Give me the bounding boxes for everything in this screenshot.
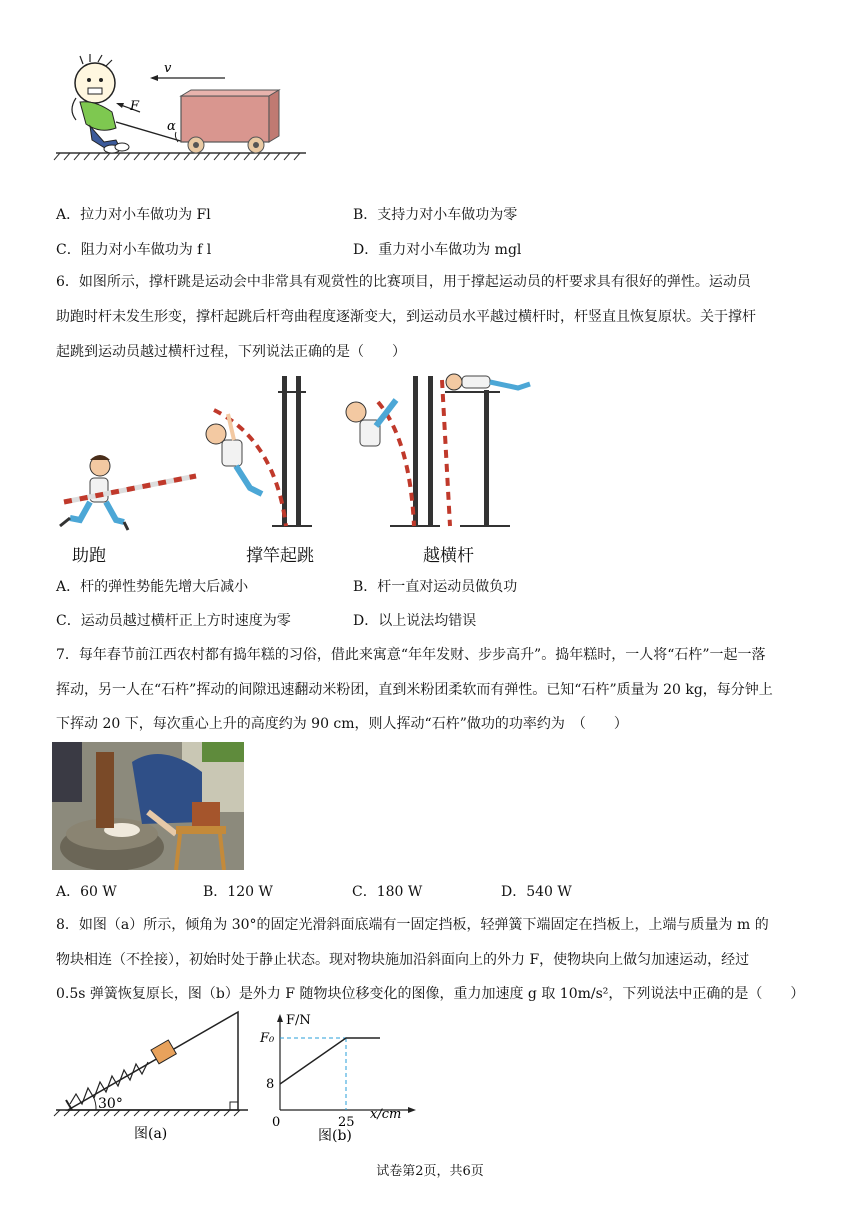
alpha-label: α: [167, 119, 176, 134]
incline-angle-label: 30°: [98, 1096, 123, 1112]
q6-option-a: A．杆的弹性势能先增大后减小: [56, 579, 249, 595]
q6-stem-line-1: 6．如图所示，撑杆跳是运动会中非常具有观赏性的比赛项目，用于撑起运动员的杆要求具有很好的弹性。运动员: [56, 274, 751, 290]
q5-option-b: B．支持力对小车做功为零: [353, 207, 518, 223]
cart-figure: [50, 50, 310, 165]
f0-tick-label: F₀: [260, 1031, 275, 1046]
runner-pole: [64, 476, 196, 502]
q8-stem-line-3: 0.5s 弹簧恢复原长，图（b）是外力 F 随物块位移变化的图像，重力加速度 g 取 10m/s²，下列说法中正确的是（ ）: [56, 986, 805, 1002]
q8-stem-line-1: 8．如图（a）所示，倾角为 30°的固定光滑斜面底端有一固定挡板，轻弹簧下端固定在挡板上，上端与质量为 m 的: [56, 917, 769, 933]
q7-option-b: B．120 W: [203, 884, 273, 900]
q6-option-b: B．杆一直对运动员做负功: [353, 579, 518, 595]
clearance-bars: [390, 376, 510, 526]
velocity-label: v: [164, 61, 172, 76]
q6-option-c: C．运动员越过横杆正上方时速度为零: [56, 613, 291, 629]
q6-stem-line-2: 助跑时杆未发生形变，撑杆起跳后杆弯曲程度逐渐变大，到运动员水平越过横杆时，杆竖直且恢复原状。关于撑杆: [56, 309, 756, 325]
q7-option-d: D．540 W: [501, 884, 572, 900]
q7-option-a: A．60 W: [56, 884, 117, 900]
x-axis-label: x/cm: [370, 1107, 402, 1122]
q5-option-c: C．阻力对小车做功为 f l: [56, 242, 212, 258]
caption-takeoff: 撑竿起跳: [246, 546, 314, 566]
page-footer: 试卷第2页，共6页: [376, 1164, 484, 1179]
x-tick-0: 0: [272, 1115, 281, 1130]
takeoff-pole: [214, 410, 286, 526]
q5-option-a: A．拉力对小车做功为 Fl: [56, 207, 211, 223]
y-axis-label: F/N: [286, 1013, 311, 1028]
q8-stem-line-2: 物块相连（不拴接），初始时处于静止状态。现对物块施加沿斜面向上的外力 F，使物块向上做匀加速运动，经过: [56, 952, 750, 968]
rising-athlete: [346, 400, 396, 446]
fig-a-caption: 图(a): [134, 1126, 168, 1142]
y-tick-8: 8: [266, 1077, 275, 1092]
q5-option-d: D．重力对小车做功为 mgl: [353, 242, 522, 258]
q7-stem-line-1: 7．每年春节前江西农村都有捣年糕的习俗，借此来寓意“年年发财、步步高升”。捣年糕时，一人将“石杵”一起一落: [56, 647, 766, 663]
takeoff-bars: [272, 376, 312, 526]
force-curve: [280, 1038, 380, 1084]
rice-cake-photo: [52, 742, 244, 870]
x-tick-25: 25: [338, 1115, 355, 1130]
q7-stem-line-2: 挥动，另一人在“石杵”挥动的间隙迅速翻动米粉团，直到米粉团柔软而有弹性。已知“石杵”质量为 20 kg，每分钟上: [56, 682, 773, 698]
q7-option-c: C．180 W: [352, 884, 423, 900]
cart-body: [181, 96, 269, 142]
incline-figure: [52, 1008, 252, 1144]
q7-stem-line-3: 下挥动 20 下，每次重心上升的高度约为 90 cm，则人挥动“石杵”做功的功率约为 （ ）: [56, 716, 628, 732]
pole-vault-figure: [50, 370, 540, 570]
fig-b-caption: 图(b): [318, 1128, 352, 1144]
caption-run: 助跑: [72, 546, 106, 566]
clearance-pole-straight: [442, 380, 450, 526]
force-label: F: [130, 99, 140, 114]
q6-stem-line-3: 起跳到运动员越过横杆过程，下列说法正确的是（ ）: [56, 344, 406, 360]
takeoff-athlete: [206, 414, 262, 494]
force-position-graph: [252, 1012, 422, 1144]
clearing-athlete: [446, 374, 530, 390]
caption-clear-bar: 越横杆: [423, 546, 474, 566]
q6-option-d: D．以上说法均错误: [353, 613, 477, 629]
